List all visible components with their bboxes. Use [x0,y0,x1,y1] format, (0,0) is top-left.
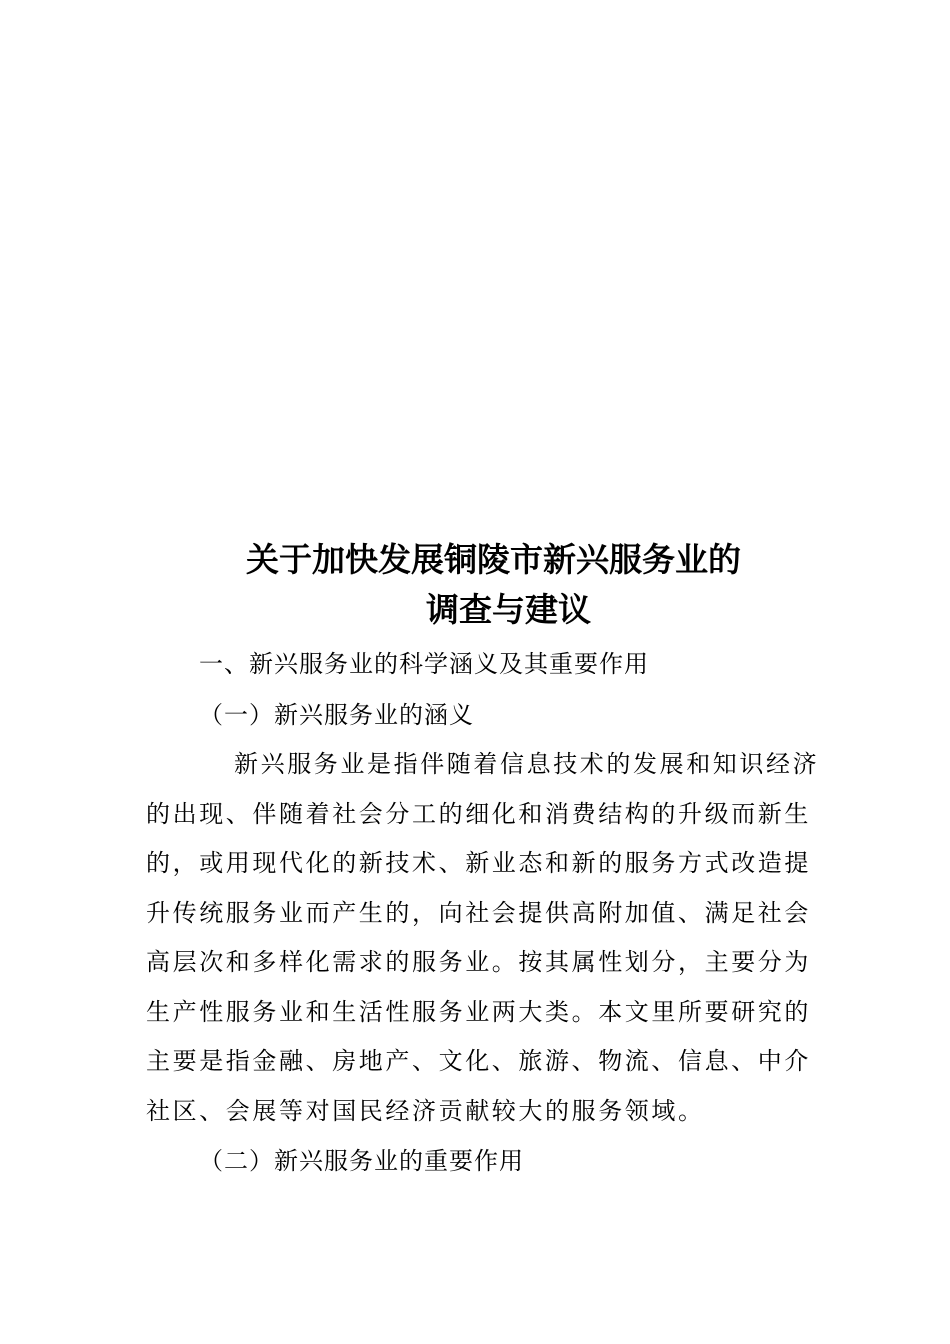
subsection-heading-2: （二）新兴服务业的重要作用 [199,1147,524,1175]
paragraph-1 [146,740,820,1136]
paragraph-line: 主要是指金融、房地产、文化、旅游、物流、信息、中介 [146,1047,811,1075]
paragraph-line: 升传统服务业而产生的，向社会提供高附加值、满足社会 [146,898,811,927]
document-title-line-1: 关于加快发展铜陵市新兴服务业的 [246,540,741,579]
subsection-heading-1: （一）新兴服务业的涵义 [199,701,474,729]
document-title-line-2: 调查与建议 [426,590,591,629]
paragraph-line: 新兴服务业是指伴随着信息技术的发展和知识经济 [234,750,820,778]
paragraph-line: 的，或用现代化的新技术、新业态和新的服务方式改造提 [146,849,811,877]
section-heading-1: 一、新兴服务业的科学涵义及其重要作用 [199,650,649,678]
paragraph-line: 社区、会展等对国民经济贡献较大的服务领域。 [146,1096,705,1125]
paragraph-line: 的出现、伴随着社会分工的细化和消费结构的升级而新生 [146,799,811,828]
paragraph-line: 生产性服务业和生活性服务业两大类。本文里所要研究的 [146,997,811,1026]
paragraph-line: 高层次和多样化需求的服务业。按其属性划分，主要分为 [146,948,811,976]
